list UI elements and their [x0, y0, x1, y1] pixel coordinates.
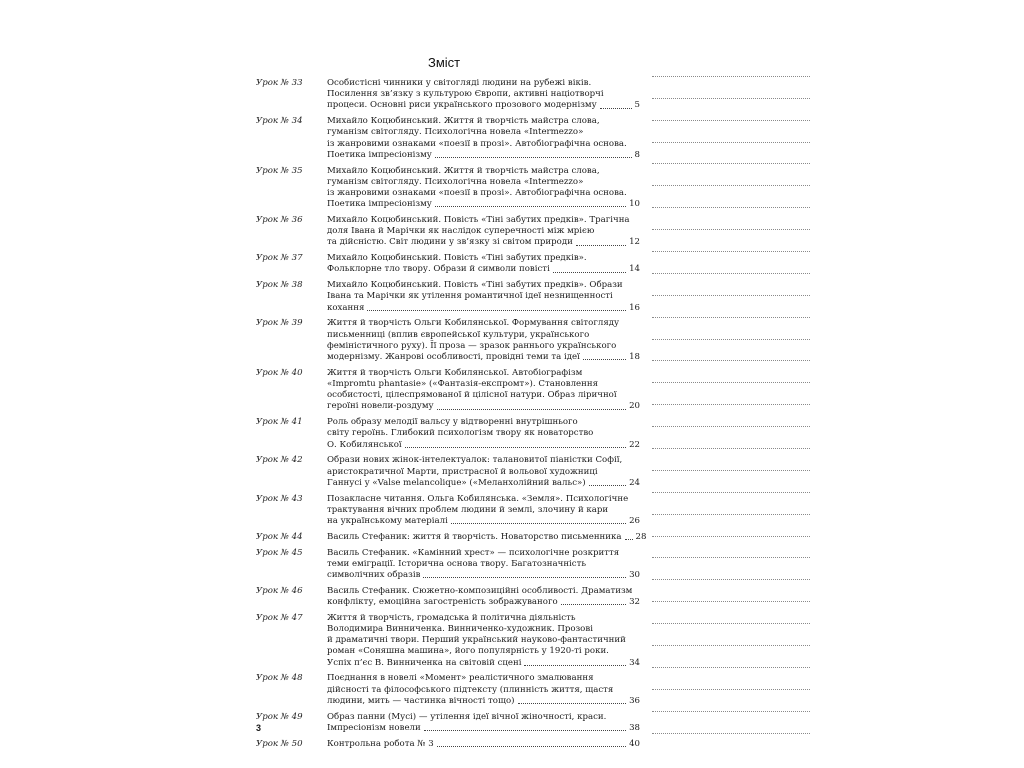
toc-entry [256, 548, 640, 582]
page-ref: 36 [629, 695, 640, 706]
lesson-topic [327, 116, 640, 161]
dot-leader [435, 206, 626, 207]
topic-line: Володимира Винниченка. Винниченко-художник. Прозові [327, 624, 593, 635]
toc-entry [256, 673, 640, 707]
topic-line: та дійсністю. Світ людини у зв’язку зі світом природи [327, 237, 573, 248]
topic-last-line [327, 303, 640, 314]
page-ref: 22 [629, 439, 640, 450]
dot-leader [524, 665, 626, 666]
topic-line: особистості, цілеспрямованої й цілісної натури. Образ ліричної [327, 390, 617, 401]
dot-leader [367, 310, 626, 311]
topic-last-line [327, 696, 640, 707]
note-line [652, 296, 810, 318]
page-ref: 8 [634, 149, 640, 160]
note-line [652, 646, 810, 668]
topic-line: героїні новели-роздуму [327, 401, 434, 412]
note-line [652, 624, 810, 646]
topic-line: теми еміграції. Історична основа твору. Багатозначність [327, 558, 587, 569]
page-ref: 16 [629, 302, 640, 313]
page-number: 3 [256, 723, 262, 733]
lesson-number: Урок № 48 [256, 673, 303, 684]
dot-leader [437, 409, 626, 410]
page-ref: 40 [629, 738, 640, 749]
lesson-number: Урок № 43 [256, 493, 303, 504]
topic-last-line [327, 478, 640, 489]
topic-line: із жанровими ознаками «поезії в прозі». Автобіографічна основа. [327, 188, 627, 199]
topic-last-line [327, 100, 640, 111]
topic-line: Михайло Коцюбинський. Життя й творчість майстра слова, [327, 165, 600, 176]
page-ref: 26 [629, 516, 640, 527]
topic-line: Образ панни (Мусі) — утілення ідеї вічної жіночності, краси. [327, 711, 607, 722]
lesson-number: Урок № 37 [256, 253, 303, 264]
page-ref: 24 [629, 477, 640, 488]
lesson-topic [327, 739, 640, 750]
topic-line: процеси. Основні риси українського прозового модернізму [327, 100, 597, 111]
dot-leader [424, 730, 626, 731]
lesson-number: Урок № 40 [256, 367, 303, 378]
toc-entry [256, 280, 640, 314]
note-line [652, 230, 810, 252]
lesson-topic [327, 586, 640, 608]
topic-line: на українському матеріалі [327, 516, 448, 527]
topic-line: гуманізм світогляду. Психологічна новела «Intermezzo» [327, 176, 584, 187]
toc-entry [256, 78, 640, 112]
lesson-number: Урок № 35 [256, 165, 303, 176]
topic-line: символічних образів [327, 570, 421, 581]
note-line [652, 383, 810, 405]
lesson-number: Урок № 47 [256, 612, 303, 623]
topic-line: Михайло Коцюбинський. Повість «Тіні забутих предків». Трагічна [327, 215, 630, 226]
lesson-topic [327, 548, 640, 582]
dot-leader [553, 272, 626, 273]
lesson-number: Урок № 44 [256, 531, 303, 542]
lesson-topic [327, 455, 640, 489]
page-title: Зміст [428, 55, 461, 70]
lesson-topic [327, 78, 640, 112]
note-line [652, 55, 810, 77]
topic-last-line [327, 237, 640, 248]
topic-line: Михайло Коцюбинський. Життя й творчість майстра слова, [327, 116, 600, 127]
note-line [652, 449, 810, 471]
topic-line: світу героїнь. Глибокий психологізм твору як новаторство [327, 428, 594, 439]
toc-entry [256, 253, 640, 275]
lesson-number: Урок № 41 [256, 417, 303, 428]
lesson-number: Урок № 45 [256, 547, 303, 558]
lesson-number: Урок № 50 [256, 738, 303, 749]
toc-entry [256, 494, 640, 528]
notes-lines [652, 55, 810, 734]
topic-line: Василь Стефаник. Сюжетно-композиційні особливості. Драматизм [327, 585, 633, 596]
topic-line: Контрольна робота № 3 [327, 738, 434, 749]
lesson-number: Урок № 49 [256, 711, 303, 722]
topic-line: Посилення зв’язку з культурою Європи, активні націотворчі [327, 89, 604, 100]
page-ref: 10 [629, 199, 640, 210]
toc-entry [256, 318, 640, 363]
topic-line: Імпресіонізм новели [327, 722, 421, 733]
topic-line: Життя й творчість, громадська й політична діяльність [327, 612, 576, 623]
page-ref: 30 [629, 570, 640, 581]
toc-entry [256, 613, 640, 669]
lesson-topic [327, 215, 640, 249]
note-line [652, 690, 810, 712]
toc-entry [256, 166, 640, 211]
topic-line: й драматичні твори. Перший український науково-фантастичний [327, 635, 626, 646]
dot-leader [589, 485, 626, 486]
note-line [652, 164, 810, 186]
dot-leader [561, 604, 626, 605]
topic-line: аристократичної Марти, пристрасної й вольової художниці [327, 466, 598, 477]
lesson-topic [327, 368, 640, 413]
lesson-number: Урок № 46 [256, 585, 303, 596]
note-line [652, 274, 810, 296]
topic-line: доля Івана й Марічки як наслідок суперечності між мрією [327, 226, 595, 237]
dot-leader [583, 359, 626, 360]
topic-last-line [327, 723, 640, 734]
topic-line: Поетика імпресіонізму [327, 199, 432, 210]
note-line [652, 602, 810, 624]
page-ref: 12 [629, 237, 640, 248]
note-line [652, 77, 810, 99]
note-line [652, 208, 810, 230]
topic-line: Життя й творчість Ольги Кобилянської. Формування світогляду [327, 318, 620, 329]
topic-line: письменниці (вплив європейської культури, українського [327, 329, 590, 340]
lesson-topic [327, 318, 640, 363]
topic-line: конфлікту, емоційна загостреність зображуваного [327, 597, 558, 608]
topic-line: Життя й творчість Ольги Кобилянської. Автобіографізм [327, 367, 583, 378]
topic-line: роман «Соняшна машина», його популярність у 1920-ті роки. [327, 646, 609, 657]
lesson-topic [327, 417, 640, 451]
dot-leader [437, 746, 626, 747]
note-line [652, 427, 810, 449]
lesson-topic [327, 532, 646, 543]
topic-line: модернізму. Жанрові особливості, провідні теми та ідеї [327, 352, 580, 363]
topic-line: дійсності та філософського підтексту (плинність життя, щастя [327, 684, 614, 695]
topic-line: Михайло Коцюбинський. Повість «Тіні забутих предків». [327, 253, 587, 264]
note-line [652, 318, 810, 340]
dot-leader [576, 245, 626, 246]
topic-line: Поетика імпресіонізму [327, 149, 432, 160]
page-ref: 32 [629, 597, 640, 608]
topic-line: «Impromtu phantasie» («Фантазія-експромт»). Становлення [327, 379, 598, 390]
topic-last-line [327, 150, 640, 161]
lesson-number: Урок № 33 [256, 78, 303, 88]
topic-line: людини, мить — частинка вічності тощо) [327, 695, 515, 706]
page-ref: 5 [634, 100, 640, 111]
note-line [652, 515, 810, 537]
note-line [652, 712, 810, 734]
topic-line: Позакласне читання. Ольга Кобилянська. «Земля». Психологічне [327, 493, 629, 504]
dot-leader [405, 447, 626, 448]
topic-last-line [327, 739, 640, 750]
topic-last-line [327, 532, 646, 543]
lesson-topic [327, 494, 640, 528]
note-line [652, 493, 810, 515]
table-of-contents [256, 78, 647, 754]
topic-last-line [327, 352, 640, 363]
page-ref: 38 [629, 722, 640, 733]
lesson-topic [327, 673, 640, 707]
lesson-number: Урок № 39 [256, 318, 303, 329]
toc-entry [256, 586, 640, 608]
topic-line: кохання [327, 302, 365, 313]
lesson-topic [327, 712, 640, 734]
note-line [652, 121, 810, 143]
toc-entry [256, 739, 640, 750]
note-line [652, 668, 810, 690]
note-line [652, 537, 810, 559]
topic-last-line [327, 570, 640, 581]
topic-line: феміністичного руху). Її проза — зразок раннього українського [327, 340, 617, 351]
note-line [652, 252, 810, 274]
topic-line: Поєднання в новелі «Момент» реалістичного змалювання [327, 673, 594, 684]
topic-line: Михайло Коцюбинський. Повість «Тіні забутих предків». Образи [327, 280, 623, 291]
lesson-number: Урок № 42 [256, 455, 303, 466]
note-line [652, 405, 810, 427]
toc-entry [256, 215, 640, 249]
note-line [652, 361, 810, 383]
topic-line: гуманізм світогляду. Психологічна новела «Intermezzo» [327, 127, 584, 138]
page-ref: 20 [629, 401, 640, 412]
note-line [652, 558, 810, 580]
lesson-topic [327, 613, 640, 669]
page-ref: 34 [629, 657, 640, 668]
note-line [652, 340, 810, 362]
toc-entry [256, 531, 647, 543]
note-line [652, 99, 810, 121]
topic-last-line [327, 597, 640, 608]
note-line [652, 186, 810, 208]
topic-last-line [327, 516, 640, 527]
page-ref: 14 [629, 264, 640, 275]
toc-entry [256, 455, 640, 489]
note-line [652, 471, 810, 493]
topic-line: Василь Стефаник: життя й творчість. Новаторство письменника [327, 531, 622, 542]
topic-line: із жанровими ознаками «поезії в прозі». Автобіографічна основа. [327, 138, 627, 149]
topic-line: Івана та Марічки як утілення романтичної ідеї незнищенності [327, 291, 613, 302]
page-ref: 18 [629, 352, 640, 363]
lesson-topic [327, 253, 640, 275]
note-line [652, 580, 810, 602]
topic-line: Особистісні чинники у світогляді людини на рубежі віків. [327, 78, 592, 88]
toc-entry [256, 368, 640, 413]
topic-last-line [327, 658, 640, 669]
lesson-number: Урок № 38 [256, 280, 303, 291]
toc-entry [256, 417, 640, 451]
dot-leader [600, 108, 632, 109]
topic-line: О. Кобилянської [327, 439, 402, 450]
topic-line: Успіх п’єс В. Винниченка на світовій сцені [327, 657, 522, 668]
topic-line: Образи нових жінок-інтелектуалок: талановитої піаністки Софії, [327, 455, 623, 466]
lesson-number: Урок № 34 [256, 116, 303, 127]
dot-leader [451, 523, 626, 524]
topic-last-line [327, 264, 640, 275]
lesson-number: Урок № 36 [256, 215, 303, 226]
topic-last-line [327, 440, 640, 451]
note-line [652, 143, 810, 165]
topic-line: Роль образу мелодії вальсу у відтворенні внутрішнього [327, 417, 578, 428]
toc-entry [256, 116, 640, 161]
toc-entry [256, 712, 640, 734]
topic-line: Фольклорне тло твору. Образи й символи повісті [327, 264, 550, 275]
topic-last-line [327, 199, 640, 210]
lesson-topic [327, 166, 640, 211]
topic-line: Ганнусі у «Valse melancolique» («Меланхолійний вальс») [327, 477, 586, 488]
dot-leader [423, 577, 626, 578]
lesson-topic [327, 280, 640, 314]
topic-last-line [327, 401, 640, 412]
topic-line: трактування вічних проблем людини й землі, злочину й кари [327, 504, 609, 515]
dot-leader [435, 157, 632, 158]
page-ref: 28 [635, 531, 647, 542]
dot-leader [625, 539, 633, 540]
topic-line: Василь Стефаник. «Камінний хрест» — психологічне розкриття [327, 547, 620, 558]
dot-leader [518, 703, 627, 704]
